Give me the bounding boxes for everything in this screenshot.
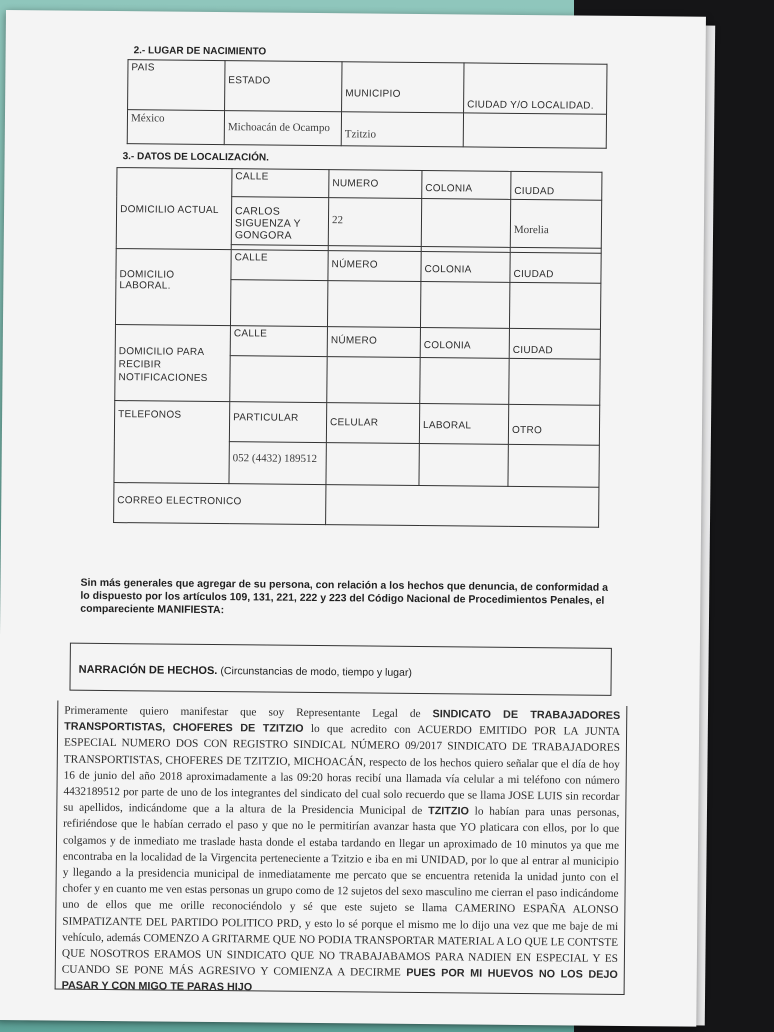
label-domicilio-actual: DOMICILIO ACTUAL: [116, 168, 232, 250]
narrative-subtitle: (Circunstancias de modo, tiempo y lugar): [220, 665, 412, 679]
header-municipio: MUNICIPIO: [342, 62, 464, 113]
manifest-intro: Sin más generales que agregar de su persona, con relación a los hechos que denuncia, de conformidad a lo dispuesto por los artículos 109, 131, 221, 222 y 223 del Código Nacional de Procedimientos Penales, el compareciente MANIFIESTA:: [80, 576, 609, 617]
header-colonia-actual: COLONIA: [422, 171, 511, 200]
header-celular: CELULAR: [326, 403, 419, 444]
section2-heading: 2.- LUGAR DE NACIMIENTO: [133, 45, 267, 58]
label-domicilio-notificaciones: DOMICILIO PARA RECIBIR NOTIFICACIONES: [115, 325, 231, 402]
header-colonia-laboral: COLONIA: [421, 251, 510, 282]
header-calle-actual: CALLE: [232, 169, 329, 198]
header-laboral: LABORAL: [419, 403, 508, 444]
header-numero-laboral: NÚMERO: [328, 251, 421, 282]
header-ciudad: CIUDAD Y/O LOCALIDAD.: [464, 63, 607, 114]
label-domicilio-laboral: DOMICILIO LABORAL.: [115, 249, 231, 326]
narrative-text-3: lo habían para unas personas, refiriéndose que le habían cerrado el paso y que no le permitirían avanzar hasta que YO platicara con ellos, por lo que colgamos y de inmediato me traslade hasta donde el estaba tardando en llegar un aproximado de 10 minutos ya que me encontraba en la localidad de la Virgencita perteneciente a Tzitzio e iba en mi UNIDAD, por lo que al entrar al municipio y llegando a la presidencia municipal de inmediatamente me percato que se encuentra retenida la unidad junto con el chofer y en cuanto me ven estas personas un grupo como de 12 sujetos del sexo masculino me cierran el paso indicándome uno de ellos que me orille reconociéndolo y sé que este sujeto se llama CAMERINO ESPAÑA ALONSO SIMPATIZANTE DEL PARTIDO POLITICO PRD, y esto lo sé porque el mismo me lo dijo una vez que me baje de mi vehículo, además COMENZO A GRITARME QUE NO PODIA TRANSPORTAR MATERIAL A LO QUE LE CONTSTE QUE NOSOTROS ERAMOS UN SINDICATO QUE NO TRABAJABAMOS PARA NADIEN EN ESPECIAL Y ES CUANDO SE PONE MÁS AGRESIVO Y COMIENZA A DECIRME: [61, 805, 620, 980]
narrative-bold-2: TZITZIO: [428, 805, 469, 818]
header-numero-actual: NUMERO: [329, 170, 422, 199]
value-numero-actual: 22: [328, 198, 421, 247]
label-telefonos: TELEFONOS: [114, 401, 230, 484]
value-particular: 052 (4432) 189512: [229, 442, 326, 485]
value-celular: [326, 443, 419, 486]
value-estado: Michoacán de Ocampo: [224, 111, 341, 146]
narrative-paragraph: [62, 703, 621, 995]
narrative-header-box: [69, 643, 611, 696]
location-table: [113, 167, 602, 528]
narrative-text-1: Primeramente quiero manifestar que soy Representante Legal de: [64, 704, 433, 721]
value-otro: [508, 444, 599, 487]
value-ciudad: [463, 113, 606, 148]
label-correo: CORREO ELECTRONICO: [114, 483, 326, 525]
header-estado: ESTADO: [225, 61, 342, 112]
header-particular: PARTICULAR: [229, 402, 326, 443]
header-numero-notif: NÚMERO: [327, 327, 420, 358]
value-laboral: [419, 443, 508, 486]
header-otro: OTRO: [508, 404, 599, 445]
header-colonia-notif: COLONIA: [420, 327, 509, 358]
section3-heading: 3.- DATOS DE LOCALIZACIÓN.: [122, 151, 269, 164]
value-municipio: Tzitzio: [341, 112, 463, 147]
birthplace-table: [127, 59, 608, 149]
narrative-text-2: lo que acredito con ACUERDO EMITIDO POR LA JUNTA ESPECIAL NUMERO DOS CON REGISTRO SINDICAL NÚMERO 09/2017 SINDICATO DE TRABAJADORES TRANSPORTISTAS, CHOFERES DE TZITZIO, MICHOACÁN, respecto de los hechos quiero señalar que el día de hoy 16 de junio del año 2018 aproximadamente a las 09:20 horas recibí una llamada vía celular a mi teléfono con número 4432189512 por parte de uno de los integrantes del sindicato del cual solo recuerdo que se llama JOSE LUIS sin recordar su apellidos, indicándome que a la altura de la Presidencia Municipal de: [63, 723, 621, 818]
value-colonia-actual: [421, 198, 510, 247]
narrative-bold-1: SINDICATO DE TRABAJADORES TRANSPORTISTAS, CHOFERES DE TZITZIO: [64, 708, 621, 736]
header-ciudad-notif: CIUDAD: [509, 328, 600, 359]
header-pais: PAIS: [128, 60, 225, 111]
value-ciudad-actual: Morelia: [510, 199, 601, 248]
header-ciudad-actual: CIUDAD: [511, 171, 602, 200]
value-correo: [326, 485, 599, 528]
value-pais: México: [127, 110, 224, 145]
header-ciudad-laboral: CIUDAD: [510, 252, 601, 283]
header-calle-laboral: CALLE: [231, 250, 328, 281]
header-calle-notif: CALLE: [230, 326, 327, 357]
document-page: [0, 10, 706, 1027]
narrative-title: [79, 664, 412, 679]
narrative-body: [55, 701, 628, 995]
narrative-title-text: NARRACIÓN DE HECHOS.: [78, 663, 218, 678]
narrative-bold-3: PUES POR MI HUEVOS NO LOS DEJO PASAR Y CON MIGO TE PARAS HIJO: [61, 967, 618, 994]
value-calle-actual: CARLOS SIGUENZA Y GONGORA: [231, 197, 328, 246]
